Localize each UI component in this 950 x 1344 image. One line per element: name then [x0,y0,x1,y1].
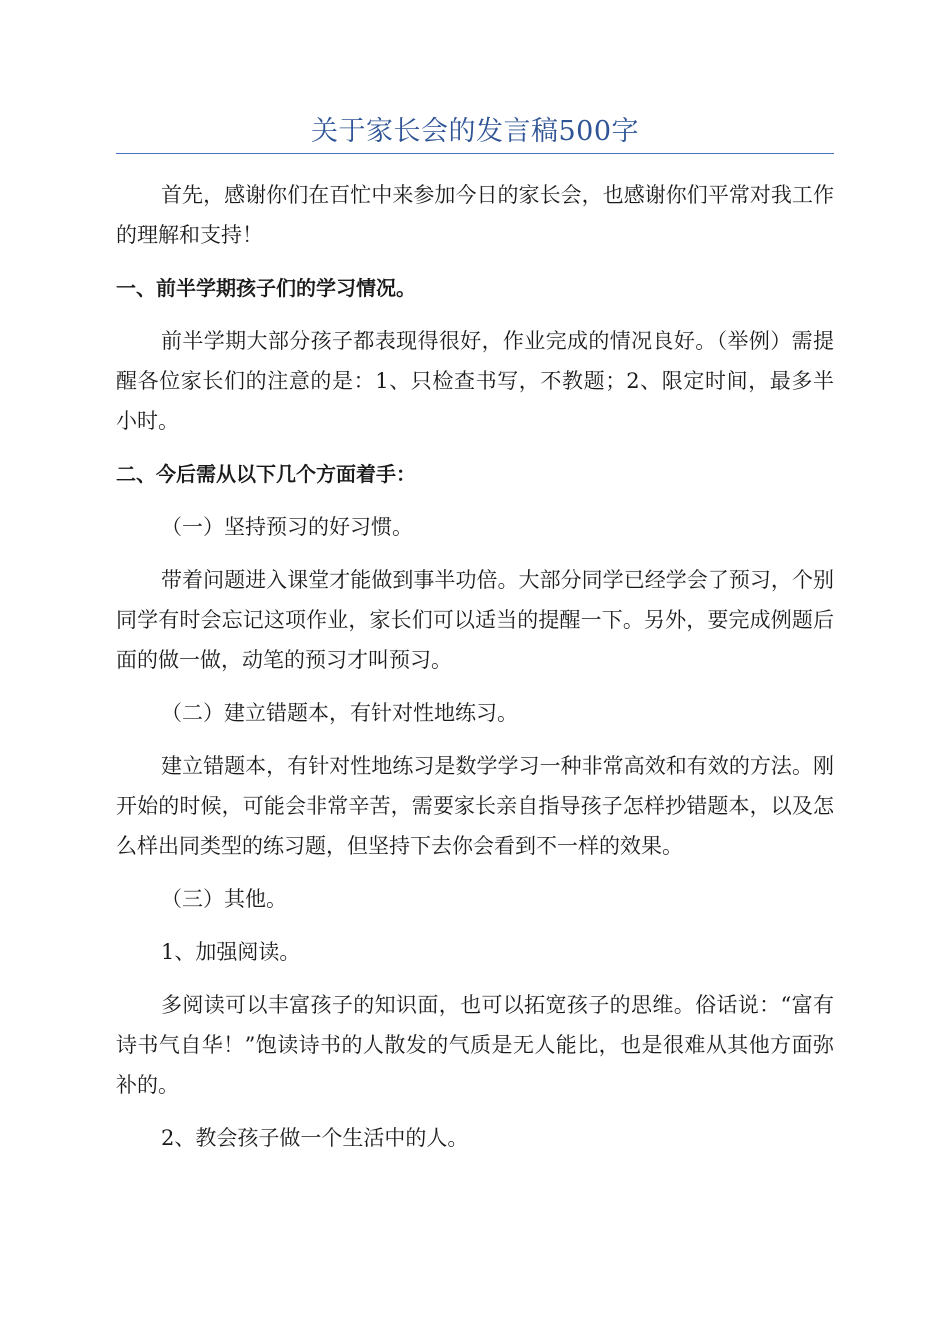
paragraph-study-status: 前半学期大部分孩子都表现得很好，作业完成的情况良好。（举例）需提醒各位家长们的注意的是：1、只检查书写，不教题；2、限定时间，最多半小时。 [116,329,834,433]
paragraph-error-book: 建立错题本，有针对性地练习是数学学习一种非常高效和有效的方法。刚开始的时候，可能会非常辛苦，需要家长亲自指导孩子怎样抄错题本，以及怎么样出同类型的练习题，但坚持下去你会看到不一样的效果。 [116,754,834,858]
section-heading-1: 一、前半学期孩子们的学习情况。 [116,276,416,300]
item-life: 2、教会孩子做一个生活中的人。 [161,1126,469,1150]
paragraph-preview: 带着问题进入课堂才能做到事半功倍。大部分同学已经学会了预习，个别同学有时会忘记这项作业，家长们可以适当的提醒一下。另外，要完成例题后面的做一做，动笔的预习才叫预习。 [116,568,834,672]
title-underline [116,153,834,154]
paragraph-intro: 首先，感谢你们在百忙中来参加今日的家长会，也感谢你们平常对我工作的理解和支持！ [116,183,834,247]
subheading-other: （三）其他。 [161,887,287,911]
document-title: 关于家长会的发言稿500字 [310,116,640,147]
section-heading-2: 二、今后需从以下几个方面着手： [116,462,416,486]
document-body [116,175,834,1158]
subheading-preview: （一）坚持预习的好习惯。 [161,515,413,539]
paragraph-reading: 多阅读可以丰富孩子的知识面，也可以拓宽孩子的思维。俗话说：“富有诗书气自华！”饱读诗书的人散发的气质是无人能比，也是很难从其他方面弥补的。 [116,993,834,1097]
subheading-error-book: （二）建立错题本，有针对性地练习。 [161,701,518,725]
item-reading: 1、加强阅读。 [161,940,301,964]
